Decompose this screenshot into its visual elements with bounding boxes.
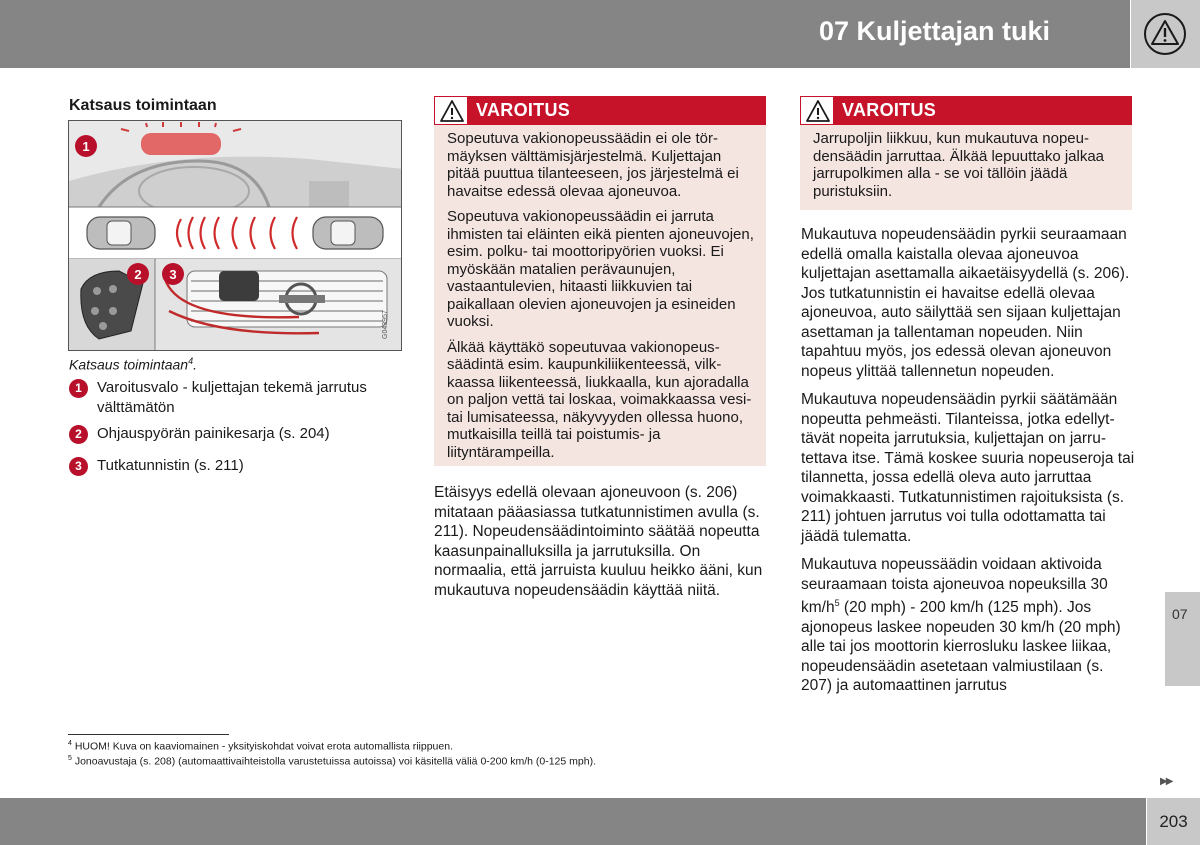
radar-sensor-grille (165, 271, 387, 333)
legend-text: Ohjauspyörän painikesarja (s. 204) (97, 425, 330, 442)
legend-marker: 1 (69, 379, 88, 398)
figure-caption: Katsaus toimintaan$^4$. (69, 356, 197, 373)
page-footer (0, 798, 1146, 845)
warning-box-2 (800, 96, 1132, 210)
footnote-4: $^4$ HUOM! Kuva on kaaviomainen - yksityiskohdat voivat erota automallista riippuen. (68, 740, 453, 753)
warning-paragraph: Sopeutuva vakionopeussäädin ei jarruta ihmisten tai eläinten eikä pienten ajoneuvojen, esim. polku- tai moottoripyörien vuoksi. Ei myöskään matalien perävaunujen, vastaantulevien, hitaasti liikkuvien tai paikallaan olevien ajoneuvojen ja esineiden vuoksi. (447, 208, 754, 330)
double-arrow-right-icon[interactable]: ▶▶ (1160, 776, 1172, 787)
body-paragraph: Etäisyys edellä olevaan ajoneuvoon (s. 206) mitataan pääasiassa tutkatunnistimen avulla (s. 211). Nopeudensäädintoiminto säätää nopeutta kaasunpainalluksilla ja jarrutuksilla. On normaalia, että jarruista kuuluu heikko ääni, kun mukautuva nopeudensäädin käyttää niitä. (434, 484, 763, 599)
warning-paragraph: Älkää käyttäkö sopeutuvaa vakionopeussäädintä esim. kaupunkiliikenteessä, vilkkaassa liikenteessä, liukkaalla, kun ajoradalla on paljon vettä tai loskaa, voimakkaassa vesi- tai lumisateessa, näkyvyyden ollessa huono, mutkaisilla teillä tai poistumis- ja liityntärampeilla. (447, 338, 752, 461)
warning-body (434, 125, 766, 469)
middle-body-text (434, 483, 768, 609)
warning-header (800, 96, 1132, 125)
legend-text: Tutkatunnistin (s. 211) (97, 457, 244, 474)
warning-title: VAROITUS (476, 100, 571, 120)
page-number: 203 (1159, 812, 1188, 831)
callout-1 (75, 135, 97, 157)
warning-triangle-icon (800, 96, 834, 125)
svg-text:3: 3 (169, 267, 177, 282)
footnote-5: $^5$ Jonoavustaja (s. 208) (automaattivaihteistolla varustetuissa autoissa) voi käsitellä väliä 0-200 km/h (0-125 mph). (68, 755, 596, 768)
body-paragraph: Mukautuva nopeudensäädin pyrkii säätämään nopeutta pehmeästi. Tilanteissa, jotka edellyttävät nopeita jarrutuksia, kuljettajan on jarrutettava itse. Tämä koskee suuria nopeuseroja tai tilannetta, jossa edellä oleva auto jarruttaa voimakkaasti. Tutkatunnistimen rajoituksista (s. 211) johtuen jarrutus voi tulla odottamatta tai jäädä tulematta. (801, 391, 1135, 545)
side-tab-label: 07 (1172, 606, 1188, 622)
callout-2 (127, 263, 149, 285)
svg-text:2: 2 (134, 267, 142, 282)
legend-marker: 2 (69, 425, 88, 444)
warning-paragraph: Sopeutuva vakionopeussäädin ei ole törmäyksen välttämisjärjestelmä. Kuljettajan pitää puuttua tilanteeseen, jos järjestelmä ei havaitse edessä olevaa ajoneuvoa. (447, 130, 739, 200)
page-number-box (1147, 798, 1200, 845)
right-body-text (801, 225, 1135, 705)
legend-text: Varoitusvalo - kuljettajan tekemä jarrutus välttämätön (97, 379, 367, 416)
body-paragraph: Mukautuva nopeudensäädin pyrkii seuraamaan edellä omalla kaistalla olevaa ajoneuvoa kuljettajan asettamalla aikaetäisyydellä (s. 206). Jos tutkatunnistin ei havaitse edellä olevaa ajoneuvoa, auto säilyttää sen sijaan kuljettajan asettaman ja tallentaman nopeuden. Niin tapahtuu myös, jos edessä olevan ajoneuvon nopeus ylittää tallennetun nopeuden. (801, 226, 1130, 380)
warning-box-1 (434, 96, 766, 466)
body-paragraph: Mukautuva nopeussäädin voidaan aktivoida seuraamaan toista ajoneuvoa nopeuksilla 30 $km/h^5$ (20 mph) - 200 km/h (125 mph). Jos ajonopeus laskee nopeuden 30 km/h (20 mph) alle tai jos moottorin kierrosluku laskee liikaa, nopeudensäädin asetetaan valmiustilaan (s. 207) ja automaattinen jarrutus (801, 556, 1121, 695)
chapter-title: 07 Kuljettajan tuki (818, 16, 1050, 46)
chapter-header (0, 0, 1130, 68)
own-car-icon (87, 217, 155, 249)
vehicle-ahead-icon (313, 217, 383, 249)
warning-triangle-icon (434, 96, 468, 125)
callout-3 (162, 263, 184, 285)
warning-title: VAROITUS (842, 100, 937, 120)
footnote-rule (68, 734, 229, 735)
warning-body (800, 125, 1132, 208)
warning-light (141, 133, 221, 155)
svg-text:1: 1 (82, 139, 90, 154)
legend-marker: 3 (69, 457, 88, 476)
warning-paragraph: Jarrupoljin liikkuu, kun mukautuva nopeudensäädin jarruttaa. Älkää lepuuttako jalkaa jarrupolkimen alla - se voi tällöin jäädä puristuksiin. (813, 130, 1105, 200)
image-code: G043957 (382, 310, 389, 339)
chapter-icon-box (1131, 0, 1200, 68)
section-title: Katsaus toimintaan (69, 97, 217, 114)
warning-triangle-icon (1143, 12, 1187, 56)
warning-header (434, 96, 766, 125)
overview-figure (68, 120, 402, 351)
chapter-side-tab[interactable] (1165, 592, 1200, 686)
